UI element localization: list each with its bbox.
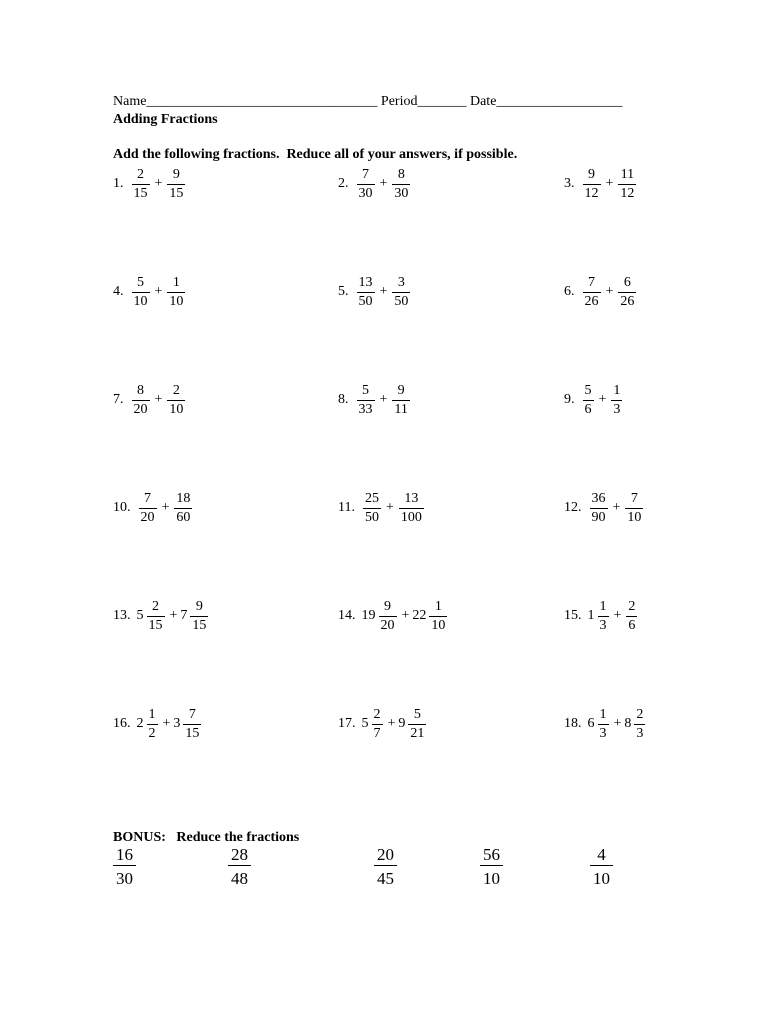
whole-number: 9 [398, 716, 406, 731]
numerator: 7 [588, 274, 595, 290]
whole-number: 22 [412, 608, 427, 623]
bonus-fraction-3 [374, 846, 397, 887]
fraction [618, 168, 636, 201]
fraction [392, 276, 410, 309]
problem-number: 2. [338, 176, 349, 191]
whole-number: 3 [173, 716, 181, 731]
whole-number: 5 [361, 716, 369, 731]
problem-4 [113, 272, 187, 312]
problem-17 [338, 704, 428, 744]
numerator: 2 [152, 598, 159, 614]
whole-number: 5 [136, 608, 144, 623]
numerator: 5 [413, 706, 421, 722]
fraction [357, 384, 375, 417]
denominator: 6 [628, 617, 636, 633]
instructions: Add the following fractions. Reduce all of your answers, if possible. [113, 147, 518, 162]
whole-number: 7 [180, 608, 188, 623]
numerator: 25 [364, 490, 379, 506]
plus-sign: + [385, 500, 394, 515]
numerator: 3 [397, 274, 405, 290]
problem-number: 6. [564, 284, 575, 299]
numerator: 2 [636, 706, 644, 722]
problem-13 [113, 596, 210, 636]
denominator: 100 [400, 509, 422, 525]
denominator: 26 [620, 293, 635, 309]
fraction [625, 492, 643, 525]
denominator: 60 [176, 509, 191, 525]
problem-11 [338, 488, 426, 528]
numerator: 5 [137, 274, 144, 290]
numerator: 7 [630, 490, 638, 506]
fraction [132, 168, 150, 201]
denominator: 3 [636, 725, 644, 741]
numerator: 1 [599, 706, 607, 722]
numerator: 7 [144, 490, 151, 506]
denominator: 12 [620, 185, 635, 201]
plus-sign: + [387, 716, 396, 731]
problem-18 [564, 704, 647, 744]
fraction [399, 492, 424, 525]
numerator: 11 [620, 166, 635, 182]
bonus-label: BONUS: Reduce the fractions [113, 830, 300, 845]
numerator: 8 [397, 166, 405, 182]
denominator: 10 [483, 869, 500, 888]
denominator: 50 [394, 293, 409, 309]
denominator: 50 [358, 293, 373, 309]
denominator: 10 [133, 293, 148, 309]
plus-sign: + [612, 500, 621, 515]
fraction [598, 600, 609, 633]
fraction [611, 384, 622, 417]
plus-sign: + [613, 608, 622, 623]
plus-sign: + [162, 716, 171, 731]
problem-number: 9. [564, 392, 575, 407]
plus-sign: + [161, 500, 170, 515]
problem-number: 18. [564, 716, 582, 731]
denominator: 20 [133, 401, 148, 417]
denominator: 15 [169, 185, 184, 201]
numerator: 13 [404, 490, 419, 506]
numerator: 13 [358, 274, 373, 290]
bonus-fraction-2 [228, 846, 251, 887]
plus-sign: + [379, 176, 388, 191]
whole-number: 1 [587, 608, 595, 623]
denominator: 3 [613, 401, 621, 417]
numerator: 56 [483, 845, 500, 864]
problem-15 [564, 596, 639, 636]
denominator: 15 [185, 725, 200, 741]
fraction [618, 276, 636, 309]
numerator: 1 [613, 382, 621, 398]
problem-10 [113, 488, 194, 528]
fraction [167, 168, 185, 201]
denominator: 48 [231, 869, 248, 888]
numerator: 1 [148, 706, 156, 722]
problem-12 [564, 488, 645, 528]
numerator: 9 [397, 382, 405, 398]
numerator: 2 [373, 706, 381, 722]
whole-number: 6 [587, 716, 595, 731]
denominator: 90 [591, 509, 606, 525]
denominator: 50 [364, 509, 379, 525]
fraction [167, 276, 185, 309]
fraction [429, 600, 447, 633]
denominator: 10 [169, 293, 184, 309]
denominator: 15 [133, 185, 148, 201]
problem-number: 13. [113, 608, 131, 623]
bonus-fraction-5 [590, 846, 613, 887]
numerator: 5 [584, 382, 592, 398]
plus-sign: + [154, 176, 163, 191]
worksheet-title: Adding Fractions [113, 112, 218, 127]
problem-number: 12. [564, 500, 582, 515]
denominator: 3 [599, 617, 607, 633]
denominator: 15 [192, 617, 207, 633]
denominator: 2 [148, 725, 156, 741]
problem-number: 14. [338, 608, 356, 623]
denominator: 33 [358, 401, 373, 417]
numerator: 9 [588, 166, 595, 182]
denominator: 30 [358, 185, 373, 201]
fraction [174, 492, 192, 525]
fraction [139, 492, 157, 525]
problem-1 [113, 164, 187, 204]
plus-sign: + [605, 176, 614, 191]
fraction [190, 600, 208, 633]
problem-number: 4. [113, 284, 124, 299]
denominator: 30 [394, 185, 409, 201]
fraction [626, 600, 637, 633]
plus-sign: + [154, 284, 163, 299]
fraction [598, 708, 609, 741]
problem-number: 16. [113, 716, 131, 731]
plus-sign: + [169, 608, 178, 623]
whole-number: 19 [361, 608, 376, 623]
problem-6 [564, 272, 638, 312]
whole-number: 8 [624, 716, 632, 731]
problem-number: 5. [338, 284, 349, 299]
denominator: 10 [431, 617, 446, 633]
fraction [357, 168, 375, 201]
problem-number: 17. [338, 716, 356, 731]
plus-sign: + [401, 608, 410, 623]
denominator: 30 [116, 869, 133, 888]
numerator: 2 [628, 598, 636, 614]
numerator: 28 [231, 845, 248, 864]
problem-3 [564, 164, 638, 204]
fraction [590, 492, 608, 525]
numerator: 36 [591, 490, 606, 506]
numerator: 4 [597, 845, 606, 864]
problem-16 [113, 704, 203, 744]
name-period-date-line: Name_________________________________ Period_______ Date__________________ [113, 94, 623, 109]
fraction [408, 708, 426, 741]
fraction [583, 276, 601, 309]
problem-number: 10. [113, 500, 131, 515]
fraction [147, 600, 165, 633]
problem-7 [113, 380, 187, 420]
denominator: 12 [584, 185, 599, 201]
numerator: 20 [377, 845, 394, 864]
fraction [363, 492, 381, 525]
bonus-fraction-4 [480, 846, 503, 887]
fraction [583, 384, 594, 417]
plus-sign: + [154, 392, 163, 407]
plus-sign: + [613, 716, 622, 731]
denominator: 7 [373, 725, 381, 741]
numerator: 9 [172, 166, 180, 182]
problem-number: 8. [338, 392, 349, 407]
fraction [379, 600, 397, 633]
plus-sign: + [379, 284, 388, 299]
denominator: 3 [599, 725, 607, 741]
bonus-fraction-1 [113, 846, 136, 887]
numerator: 16 [116, 845, 133, 864]
numerator: 5 [362, 382, 369, 398]
numerator: 7 [188, 706, 196, 722]
fraction [372, 708, 383, 741]
denominator: 6 [584, 401, 592, 417]
problem-9 [564, 380, 624, 420]
numerator: 2 [172, 382, 180, 398]
fraction [634, 708, 645, 741]
numerator: 1 [599, 598, 607, 614]
problem-number: 11. [338, 500, 355, 515]
problem-number: 3. [564, 176, 575, 191]
plus-sign: + [379, 392, 388, 407]
numerator: 1 [434, 598, 442, 614]
plus-sign: + [605, 284, 614, 299]
fraction [167, 384, 185, 417]
problem-2 [338, 164, 412, 204]
denominator: 15 [148, 617, 163, 633]
denominator: 20 [380, 617, 395, 633]
numerator: 6 [623, 274, 631, 290]
fraction [183, 708, 201, 741]
denominator: 10 [593, 869, 610, 888]
problem-5 [338, 272, 412, 312]
denominator: 10 [169, 401, 184, 417]
fraction [132, 384, 150, 417]
fraction [357, 276, 375, 309]
fraction [392, 168, 410, 201]
numerator: 7 [362, 166, 369, 182]
numerator: 9 [195, 598, 203, 614]
denominator: 10 [627, 509, 642, 525]
numerator: 18 [176, 490, 191, 506]
fraction [132, 276, 150, 309]
denominator: 45 [377, 869, 394, 888]
denominator: 11 [394, 401, 408, 417]
problem-number: 1. [113, 176, 124, 191]
denominator: 21 [410, 725, 425, 741]
problem-number: 7. [113, 392, 124, 407]
problem-number: 15. [564, 608, 582, 623]
fraction [583, 168, 601, 201]
plus-sign: + [598, 392, 607, 407]
problem-8 [338, 380, 412, 420]
problem-14 [338, 596, 449, 636]
denominator: 20 [140, 509, 155, 525]
numerator: 9 [384, 598, 391, 614]
whole-number: 2 [136, 716, 144, 731]
numerator: 1 [172, 274, 180, 290]
denominator: 26 [584, 293, 599, 309]
fraction [147, 708, 158, 741]
numerator: 8 [137, 382, 144, 398]
numerator: 2 [137, 166, 144, 182]
fraction [392, 384, 409, 417]
